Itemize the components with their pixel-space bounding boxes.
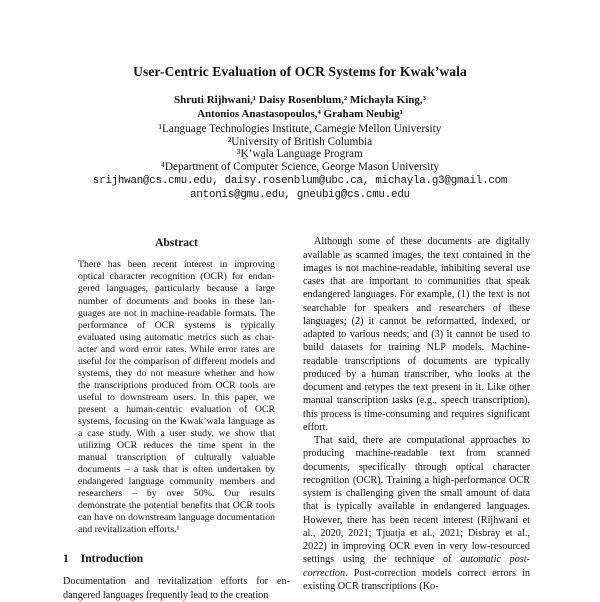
right-column	[303, 235, 530, 602]
section-heading-introduction	[63, 553, 290, 565]
email-line-1: srijhwan@cs.cmu.edu, daisy.rosenblum@ubc.ca, michayla.g3@gmail.com	[92, 175, 508, 188]
right-column-paragraph-2	[303, 434, 530, 593]
section-number: 1	[63, 553, 69, 566]
affiliation-gmu: ⁴Department of Computer Science, George Mason University	[160, 160, 440, 173]
email-line-2: antonis@gmu.edu, gneubig@cs.cmu.edu	[190, 188, 410, 201]
author-line-1: Shruti Rijhwani,¹ Daisy Rosenblum,² Michayla King,³	[174, 94, 426, 106]
paragraph-2-italic-term: automatic post-correction	[303, 554, 530, 579]
author-line-2: Antonios Anastasopoulos,⁴ Graham Neubig¹	[197, 107, 403, 120]
two-column-body	[63, 235, 600, 602]
paragraph-2-text-continued: . Post-correction models correct errors in existing OCR transcriptions (Ko-	[303, 567, 530, 592]
right-column-paragraph-1: Although some of these documents are digitally available as scanned images, the text contained in the images is not machine-readable, inhibiting several use cases that are important to communities that speak endangered languages. For example, (1) the text is not searchable for speakers and researchers of these languages; (2) it cannot be reformatted, indexed, or adapted to various needs; and (3) it cannot be used to build datasets for training NLP models. Machine-readable transcriptions of documents are typically produced by a human transcriber, who looks at the document and retypes the text present in it. Like other manual transcription tasks (e.g., speech transcription), this process is time-consuming and requires significant effort.	[303, 236, 530, 433]
paper-title: User-Centric Evaluation of OCR Systems for Kwak’wala	[133, 64, 467, 79]
author-block	[0, 94, 600, 121]
affiliation-block	[0, 123, 600, 173]
introduction-paragraph: Documentation and revitalization efforts for endangered languages frequently lead to the creation	[63, 576, 290, 601]
affiliation-cmu: ¹Language Technologies Institute, Carnegie Mellon University	[158, 123, 442, 135]
abstract-heading: Abstract	[155, 237, 198, 250]
section-title: Introduction	[80, 553, 144, 566]
affiliation-kwala: ³Ḵ’wa̱la Language Program	[237, 148, 363, 161]
left-column	[63, 235, 290, 602]
abstract-text: There has been recent interest in improving optical character recognition (OCR) for endangered languages, particularly because a large number of documents and books in these languages are not in machine-readable formats. The performance of OCR systems is typically evaluated using automatic metrics such as character and word error rates. While error rates are useful for the comparison of different models and systems, they do not measure whether and how the transcriptions produced from OCR tools are useful to downstream users. In this paper, we present a human-centric evaluation of OCR systems, focusing on the Kwak’wala language as a case study. With a user study, we show that utilizing OCR reduces the time spent in the manual transcription of culturally valuable documents – a task that is often undertaken by endangered language community members and researchers – by over 50%. Our results demonstrate the potential benefits that OCR tools can have on downstream language documentation and revitalization efforts.¹	[78, 259, 275, 536]
paragraph-2-text: That said, there are computational approaches to producing machine-readable text from scanned documents, specifically through optical character recognition (OCR). Training a high-performance OCR system is challenging given the small amount of data that is typically available in endangered languages. However, there has been recent interest (Rijhwani et al., 2020, 2021; Tjuatja et al., 2021; Disbray et al., 2022) in improving OCR even in very low-resourced settings using the technique of	[303, 435, 530, 566]
affiliation-ubc: ²University of British Columbia	[227, 135, 373, 148]
email-block	[0, 175, 600, 202]
